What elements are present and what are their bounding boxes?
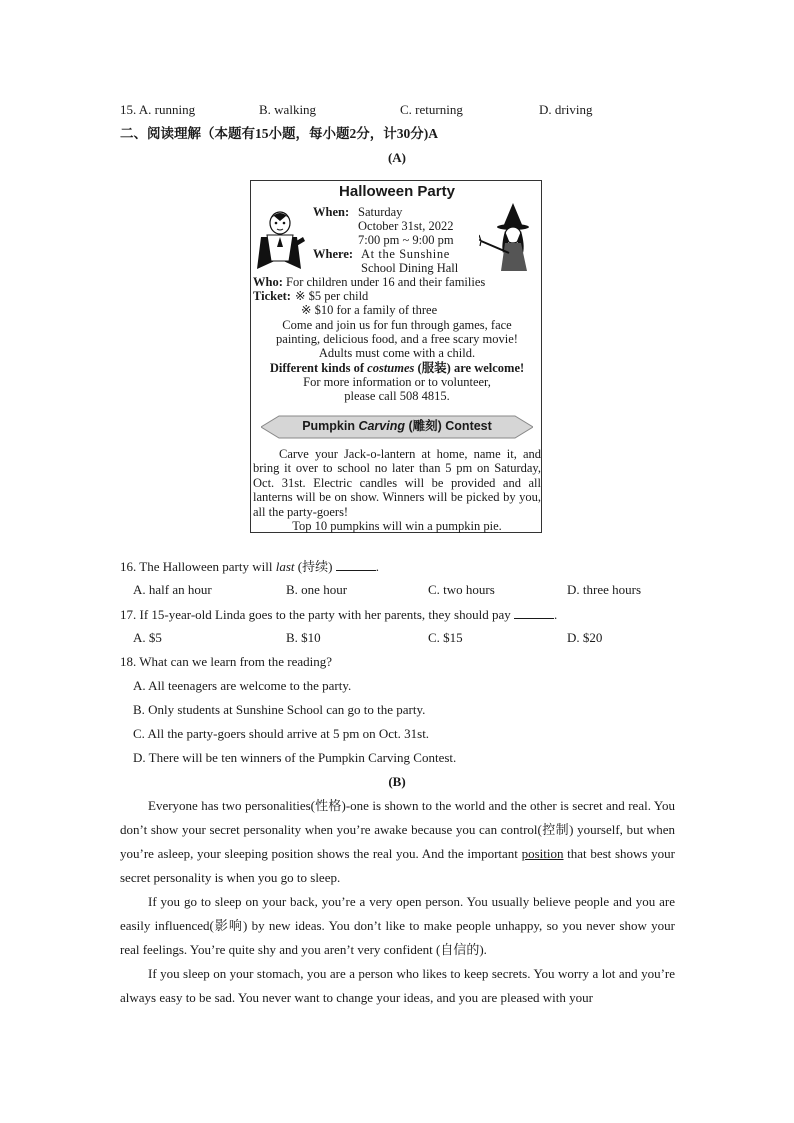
passage-b: [120, 794, 675, 1010]
q17-option-a: A. $5: [133, 630, 162, 645]
q16-option-b: B. one hour: [286, 582, 348, 597]
vampire-icon: [253, 207, 311, 273]
section-heading: 二、阅读理解（本题有15小题，每小题2分，计30分)A: [120, 126, 438, 141]
poster-costumes: Different kinds of costumes (服装) are welcome!: [269, 361, 525, 375]
contest-body: Carve your Jack-o-lantern at home, name it, and bring it over to school no later than 5 pm on Saturday, Oct. 31st. Electric candles will be provided and all lanterns will be on show. Winners will be picked by you, all the party-goers!: [253, 447, 541, 519]
poster-line-3: Adults must come with a child.: [318, 346, 476, 360]
q16-stem: 16. The Halloween party will last (持续) .: [120, 559, 379, 574]
q16-option-a: A. half an hour: [133, 582, 212, 597]
passage-b-paragraph-3: If you sleep on your stomach, you are a person who likes to keep secrets. You worry a lot and you’re always easy to be sad. You never want to change your ideas, and you are pleased with your: [120, 966, 675, 1005]
q17-stem: 17. If 15-year-old Linda goes to the party with her parents, they should pay .: [120, 607, 558, 622]
q18-option-d: D. There will be ten winners of the Pumpkin Carving Contest.: [133, 750, 457, 765]
q17-option-b: B. $10: [286, 630, 321, 645]
poster-ticket-1: ※ $5 per child: [295, 289, 369, 303]
poster-when-time: 7:00 pm ~ 9:00 pm: [358, 233, 454, 247]
poster-when-day: Saturday: [358, 205, 403, 219]
q17-option-c: C. $15: [428, 630, 463, 645]
witch-icon: [479, 201, 541, 273]
poster-line-1: Come and join us for fun through games, face: [282, 318, 512, 332]
halloween-poster: [250, 180, 542, 533]
passage-b-paragraph-1: Everyone has two personalities(性格)-one is shown to the world and the other is secret and real. You don’t show your secret personality when you’re awake because you can control(控制) yourself, but when you’re asleep, your sleeping position shows the real you. And the important position that best shows your secret personality is when you go to sleep.: [120, 798, 675, 885]
poster-where-1: At the Sunshine: [361, 247, 450, 261]
q15-option-b: B. walking: [259, 102, 317, 117]
q17-option-d: D. $20: [567, 630, 603, 645]
contest-heading: Pumpkin Carving (雕刻) Contest: [302, 419, 492, 433]
poster-when-date: October 31st, 2022: [358, 219, 454, 233]
poster-ticket-2: ※ $10 for a family of three: [301, 303, 438, 317]
q15-option-d: D. driving: [539, 102, 593, 117]
poster-where-label: Where:: [313, 247, 354, 261]
q18-option-b: B. Only students at Sunshine School can go to the party.: [133, 702, 426, 717]
q15-option-c: C. returning: [400, 102, 463, 117]
poster-info-1: For more information or to volunteer,: [303, 375, 491, 389]
q18-option-a: A. All teenagers are welcome to the party.: [133, 678, 352, 693]
poster-ticket-label: Ticket:: [253, 289, 291, 303]
contest-last: Top 10 pumpkins will win a pumpkin pie.: [292, 519, 502, 533]
poster-line-2: painting, delicious food, and a free scary movie!: [276, 332, 518, 346]
q16-option-c: C. two hours: [428, 582, 495, 597]
q15-option-a: 15. A. running: [120, 102, 196, 117]
answer-blank: [336, 558, 376, 571]
poster-title: Halloween Party: [339, 183, 455, 200]
poster-who: Who: For children under 16 and their families: [253, 275, 486, 289]
q18-option-c: C. All the party-goers should arrive at 5 pm on Oct. 31st.: [133, 726, 430, 741]
poster-when-label: When:: [313, 205, 350, 219]
passage-a-label: (A): [387, 150, 407, 165]
q18-stem: 18. What can we learn from the reading?: [120, 654, 332, 669]
poster-info-2: please call 508 4815.: [344, 389, 450, 403]
poster-where-2: School Dining Hall: [361, 261, 459, 275]
q16-option-d: D. three hours: [567, 582, 642, 597]
passage-b-paragraph-2: If you go to sleep on your back, you’re a very open person. You usually believe people and you are easily influenced(影响) by new ideas. You don’t like to make people unhappy, so you never show your real feelings. You’re quite shy and you aren’t very confident (自信的).: [120, 894, 675, 957]
passage-b-label: (B): [388, 774, 406, 789]
answer-blank: [514, 606, 554, 619]
